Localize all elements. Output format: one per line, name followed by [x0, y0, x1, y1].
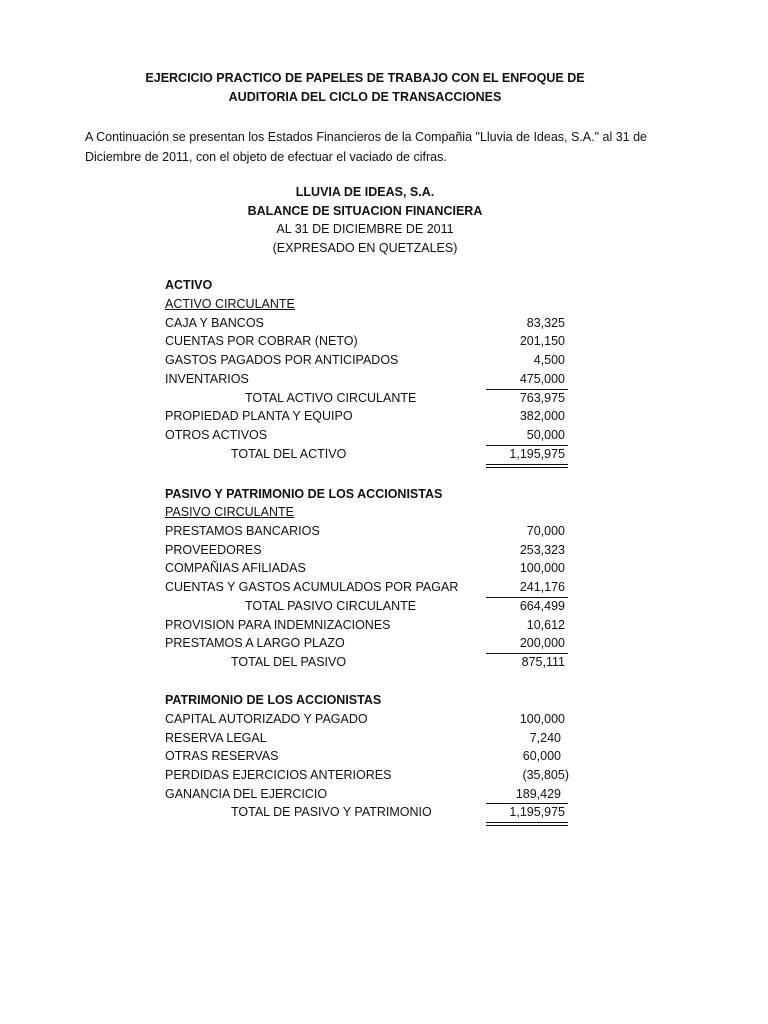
document-title	[0, 69, 730, 107]
account-label: PERDIDAS EJERCICIOS ANTERIORES	[165, 768, 392, 782]
account-label: PRESTAMOS BANCARIOS	[165, 524, 320, 538]
statement-name: BALANCE DE SITUACION FINANCIERA	[247, 203, 483, 218]
statement-header	[0, 183, 730, 257]
account-row	[165, 559, 569, 577]
account-label: CAPITAL AUTORIZADO Y PAGADO	[165, 712, 368, 726]
section-header: ACTIVO	[165, 278, 213, 292]
total-value: 875,111	[521, 655, 565, 669]
account-value: 100,000	[519, 712, 565, 726]
subtotal-value: 664,499	[519, 599, 565, 613]
account-value: 70,000	[526, 524, 565, 538]
account-value: 60,000	[522, 749, 561, 763]
total-row	[165, 653, 569, 671]
account-row	[165, 522, 569, 540]
section-header: PASIVO Y PATRIMONIO DE LOS ACCIONISTAS	[165, 487, 443, 501]
total-label: TOTAL DEL ACTIVO	[231, 447, 347, 461]
account-label: PROVISION PARA INDEMNIZACIONES	[165, 618, 391, 632]
account-label: GASTOS PAGADOS POR ANTICIPADOS	[165, 353, 399, 367]
total-value: 1,195,975	[509, 805, 565, 819]
account-value: 253,323	[519, 543, 565, 557]
account-value: 189,429	[515, 787, 561, 801]
total-row	[165, 445, 569, 463]
activo-header-row	[165, 276, 569, 294]
account-row	[165, 578, 569, 596]
activo-subheader-row	[165, 295, 569, 313]
account-row	[165, 332, 569, 350]
total-row	[165, 803, 569, 821]
total-label: TOTAL DEL PASIVO	[231, 655, 347, 669]
subtotal-label: TOTAL PASIVO CIRCULANTE	[245, 599, 417, 613]
account-row	[165, 351, 569, 369]
account-label: RESERVA LEGAL	[165, 731, 267, 745]
subtotal-row	[165, 597, 569, 615]
account-row	[165, 729, 569, 747]
account-label: OTRAS RESERVAS	[165, 749, 279, 763]
double-total-rule	[486, 464, 568, 468]
account-row	[165, 407, 569, 425]
title-line-1: EJERCICIO PRACTICO DE PAPELES DE TRABAJO CON EL ENFOQUE DE	[145, 71, 585, 85]
account-label: COMPAÑIAS AFILIADAS	[165, 561, 306, 575]
company-name: LLUVIA DE IDEAS, S.A.	[295, 185, 435, 199]
account-row	[165, 616, 569, 634]
account-row	[165, 426, 569, 444]
account-row	[165, 370, 569, 388]
patrimonio-header-row	[165, 691, 569, 709]
account-label: INVENTARIOS	[165, 372, 249, 386]
account-value: 200,000	[519, 636, 565, 650]
account-value: 241,176	[519, 580, 565, 594]
account-label: CUENTAS POR COBRAR (NETO)	[165, 334, 358, 348]
subtotal-row	[165, 389, 569, 407]
double-total-rule	[486, 822, 568, 826]
section-subheader: PASIVO CIRCULANTE	[165, 505, 294, 519]
account-value: 4,500	[533, 353, 565, 367]
total-label: TOTAL DE PASIVO Y PATRIMONIO	[231, 805, 432, 819]
section-subheader: ACTIVO CIRCULANTE	[165, 297, 295, 311]
account-label: CUENTAS Y GASTOS ACUMULADOS POR PAGAR	[165, 580, 459, 594]
account-row	[165, 785, 569, 803]
account-value: 50,000	[526, 428, 565, 442]
account-value: 201,150	[519, 334, 565, 348]
intro-paragraph	[85, 127, 685, 167]
account-value: 475,000	[519, 372, 565, 386]
account-label: PRESTAMOS A LARGO PLAZO	[165, 636, 345, 650]
intro-line-2: Diciembre de 2011, con el objeto de efectuar el vaciado de cifras.	[85, 150, 447, 164]
title-line-2: AUDITORIA DEL CICLO DE TRANSACCIONES	[228, 90, 502, 104]
account-value: 382,000	[519, 409, 565, 423]
statement-currency: (EXPRESADO EN QUETZALES)	[272, 240, 458, 255]
account-label: PROPIEDAD PLANTA Y EQUIPO	[165, 409, 353, 423]
account-row	[165, 747, 569, 765]
account-value: 7,240	[529, 731, 561, 745]
account-row	[165, 766, 569, 784]
pasivo-header-row	[165, 485, 569, 503]
subtotal-value: 763,975	[519, 391, 565, 405]
account-label: OTROS ACTIVOS	[165, 428, 268, 442]
account-value: 10,612	[526, 618, 565, 632]
account-value: (35,805)	[522, 768, 569, 782]
pasivo-subheader-row	[165, 503, 569, 521]
account-row	[165, 314, 569, 332]
account-label: CAJA Y BANCOS	[165, 316, 264, 330]
section-header: PATRIMONIO DE LOS ACCIONISTAS	[165, 693, 382, 707]
account-value: 100,000	[519, 561, 565, 575]
account-label: PROVEEDORES	[165, 543, 262, 557]
account-label: GANANCIA DEL EJERCICIO	[165, 787, 328, 801]
account-row	[165, 710, 569, 728]
total-value: 1,195,975	[509, 447, 565, 461]
account-row	[165, 634, 569, 652]
account-row	[165, 541, 569, 559]
subtotal-label: TOTAL ACTIVO CIRCULANTE	[245, 391, 417, 405]
intro-line-1: A Continuación se presentan los Estados Financieros de la Compañia "Lluvia de Ideas, S.A." al 31 de	[85, 130, 647, 144]
statement-date: AL 31 DE DICIEMBRE DE 2011	[276, 222, 454, 236]
account-value: 83,325	[526, 316, 565, 330]
